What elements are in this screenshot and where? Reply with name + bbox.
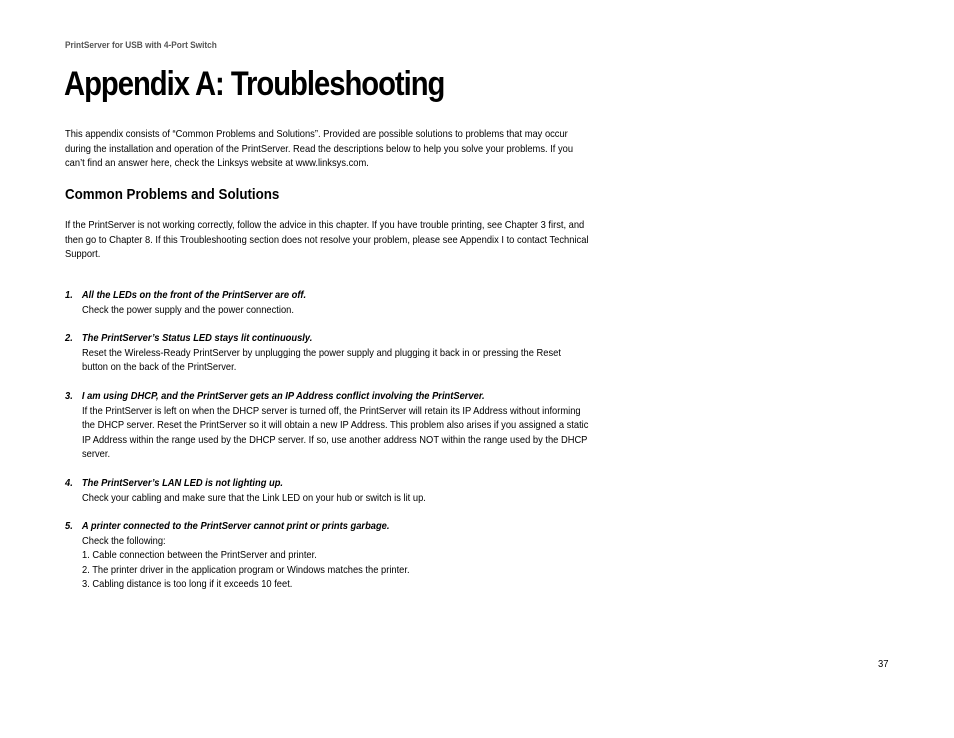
intro-paragraph: This appendix consists of “Common Problems and Solutions”. Provided are possible solutions to problems that may occur during the installation and operation of the PrintServer. Read the descriptions below to help you solve your problems. If you can’t find an answer here, check the Linksys website at www.linksys.com.: [65, 128, 574, 170]
page-title: Appendix A: Troubleshooting: [64, 65, 445, 103]
solution-text: Check the power supply and the power connection.: [82, 303, 294, 316]
running-header: PrintServer for USB with 4-Port Switch: [65, 40, 217, 50]
solution-text: Reset the Wireless-Ready PrintServer by unplugging the power supply and plugging it back in or pressing the Reset button on the back of the PrintServer.: [82, 346, 561, 374]
section-heading: Common Problems and Solutions: [65, 186, 280, 203]
solution-block: [82, 534, 589, 592]
problem-item-1: [65, 288, 665, 317]
page-number: 37: [878, 658, 889, 670]
problem-text: All the LEDs on the front of the PrintServer are off.: [81, 289, 307, 301]
problem-text: I am using DHCP, and the PrintServer gets an IP Address conflict involving the PrintServer.: [81, 390, 485, 402]
solution-text: Check the following:: [82, 534, 166, 547]
problem-item-2: [65, 331, 665, 375]
problem-heading: [65, 389, 599, 404]
problem-heading: [65, 476, 599, 491]
problem-number: 1.: [65, 289, 73, 301]
problem-item-3: [65, 389, 665, 462]
intro-paragraph-block: [65, 127, 605, 171]
problem-text: The PrintServer’s Status LED stays lit continuously.: [81, 332, 313, 344]
problem-number: 2.: [65, 332, 73, 344]
checklist-item: 2. The printer driver in the application program or Windows matches the printer.: [82, 563, 410, 576]
problem-text: The PrintServer’s LAN LED is not lighting up.: [81, 477, 284, 489]
problem-number: 4.: [65, 477, 73, 489]
solution-text: If the PrintServer is left on when the DHCP server is turned off, the PrintServer will retain its IP Address without informing the DHCP server. Reset the PrintServer so it will obtain a new IP Address. This problem also arises if you assigned a static IP Address within the range used by the DHCP server. If so, use another address NOT within the range used by the DHCP server.: [82, 404, 589, 461]
solution-text: Check your cabling and make sure that the Link LED on your hub or switch is lit up.: [82, 491, 426, 504]
problem-heading: [65, 331, 599, 346]
section-intro-paragraph: If the PrintServer is not working correctly, follow the advice in this chapter. If you have trouble printing, see Chapter 3 first, and then go to Chapter 8. If this Troubleshooting section does not resolve your problem, please see Appendix I to contact Technical Support.: [65, 219, 589, 261]
problem-text: A printer connected to the PrintServer cannot print or prints garbage.: [81, 520, 390, 532]
problem-number: 5.: [65, 520, 73, 532]
problem-heading: [65, 288, 599, 303]
checklist-item: 3. Cabling distance is too long if it exceeds 10 feet.: [82, 578, 293, 591]
problem-item-5: [65, 519, 665, 592]
section-intro-block: [65, 218, 605, 262]
checklist-item: 1. Cable connection between the PrintServer and printer.: [82, 549, 317, 562]
problem-item-4: [65, 476, 665, 505]
problem-heading: [65, 519, 599, 534]
problem-number: 3.: [65, 390, 73, 402]
